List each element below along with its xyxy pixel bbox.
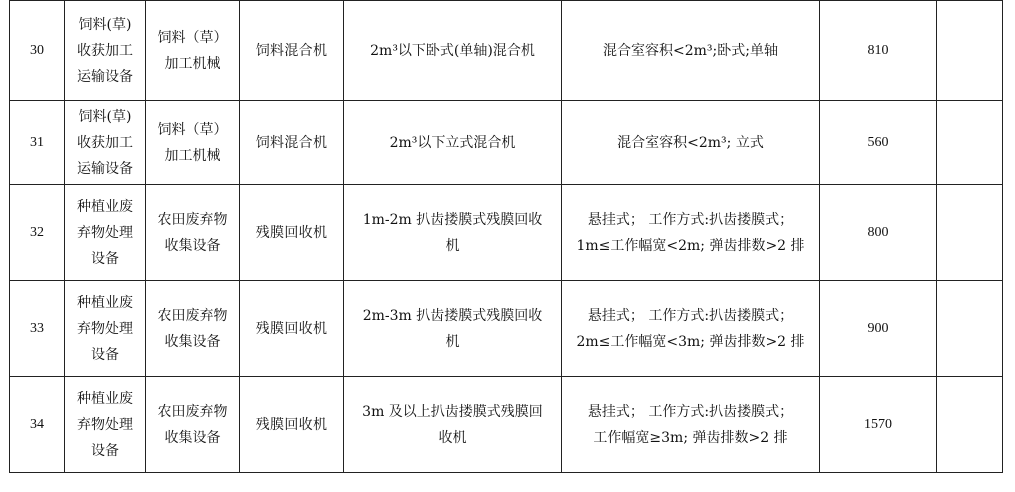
note-cell bbox=[937, 101, 1003, 185]
item-cell: 残膜回收机 bbox=[240, 377, 344, 473]
subcategory-cell: 饲料（草） 加工机械 bbox=[146, 101, 240, 185]
price-cell: 1570 bbox=[820, 377, 937, 473]
item-cell: 残膜回收机 bbox=[240, 281, 344, 377]
table-row bbox=[10, 1, 1003, 101]
row-number: 30 bbox=[10, 1, 65, 101]
params-cell: 混合室容积<2m³;卧式;单轴 bbox=[562, 1, 820, 101]
item-cell: 残膜回收机 bbox=[240, 185, 344, 281]
grade-cell: 3m 及以上扒齿搂膜式残膜回 收机 bbox=[344, 377, 562, 473]
subcategory-cell: 农田废弃物 收集设备 bbox=[146, 185, 240, 281]
category-cell: 种植业废 弃物处理 设备 bbox=[65, 281, 146, 377]
row-number: 33 bbox=[10, 281, 65, 377]
table-row bbox=[10, 101, 1003, 185]
table-row bbox=[10, 377, 1003, 473]
grade-cell: 2m-3m 扒齿搂膜式残膜回收 机 bbox=[344, 281, 562, 377]
category-cell: 种植业废 弃物处理 设备 bbox=[65, 185, 146, 281]
price-cell: 900 bbox=[820, 281, 937, 377]
table-row bbox=[10, 185, 1003, 281]
subcategory-cell: 农田废弃物 收集设备 bbox=[146, 281, 240, 377]
row-number: 31 bbox=[10, 101, 65, 185]
table-row bbox=[10, 281, 1003, 377]
price-cell: 560 bbox=[820, 101, 937, 185]
price-cell: 800 bbox=[820, 185, 937, 281]
grade-cell: 1m-2m 扒齿搂膜式残膜回收 机 bbox=[344, 185, 562, 281]
row-number: 32 bbox=[10, 185, 65, 281]
subsidy-table bbox=[9, 0, 1003, 473]
price-cell: 810 bbox=[820, 1, 937, 101]
grade-cell: 2m³以下立式混合机 bbox=[344, 101, 562, 185]
subcategory-cell: 农田废弃物 收集设备 bbox=[146, 377, 240, 473]
subcategory-cell: 饲料（草） 加工机械 bbox=[146, 1, 240, 101]
note-cell bbox=[937, 377, 1003, 473]
note-cell bbox=[937, 281, 1003, 377]
params-cell: 悬挂式； 工作方式:扒齿搂膜式； 2m≤工作幅宽<3m; 弹齿排数>2 排 bbox=[562, 281, 820, 377]
note-cell bbox=[937, 185, 1003, 281]
row-number: 34 bbox=[10, 377, 65, 473]
grade-cell: 2m³以下卧式(单轴)混合机 bbox=[344, 1, 562, 101]
params-cell: 悬挂式； 工作方式:扒齿搂膜式； 工作幅宽≥3m; 弹齿排数>2 排 bbox=[562, 377, 820, 473]
category-cell: 饲料(草) 收获加工 运输设备 bbox=[65, 101, 146, 185]
params-cell: 混合室容积<2m³; 立式 bbox=[562, 101, 820, 185]
category-cell: 饲料(草) 收获加工 运输设备 bbox=[65, 1, 146, 101]
table-body bbox=[10, 1, 1003, 473]
category-cell: 种植业废 弃物处理 设备 bbox=[65, 377, 146, 473]
item-cell: 饲料混合机 bbox=[240, 101, 344, 185]
params-cell: 悬挂式； 工作方式:扒齿搂膜式； 1m≤工作幅宽<2m; 弹齿排数>2 排 bbox=[562, 185, 820, 281]
note-cell bbox=[937, 1, 1003, 101]
item-cell: 饲料混合机 bbox=[240, 1, 344, 101]
